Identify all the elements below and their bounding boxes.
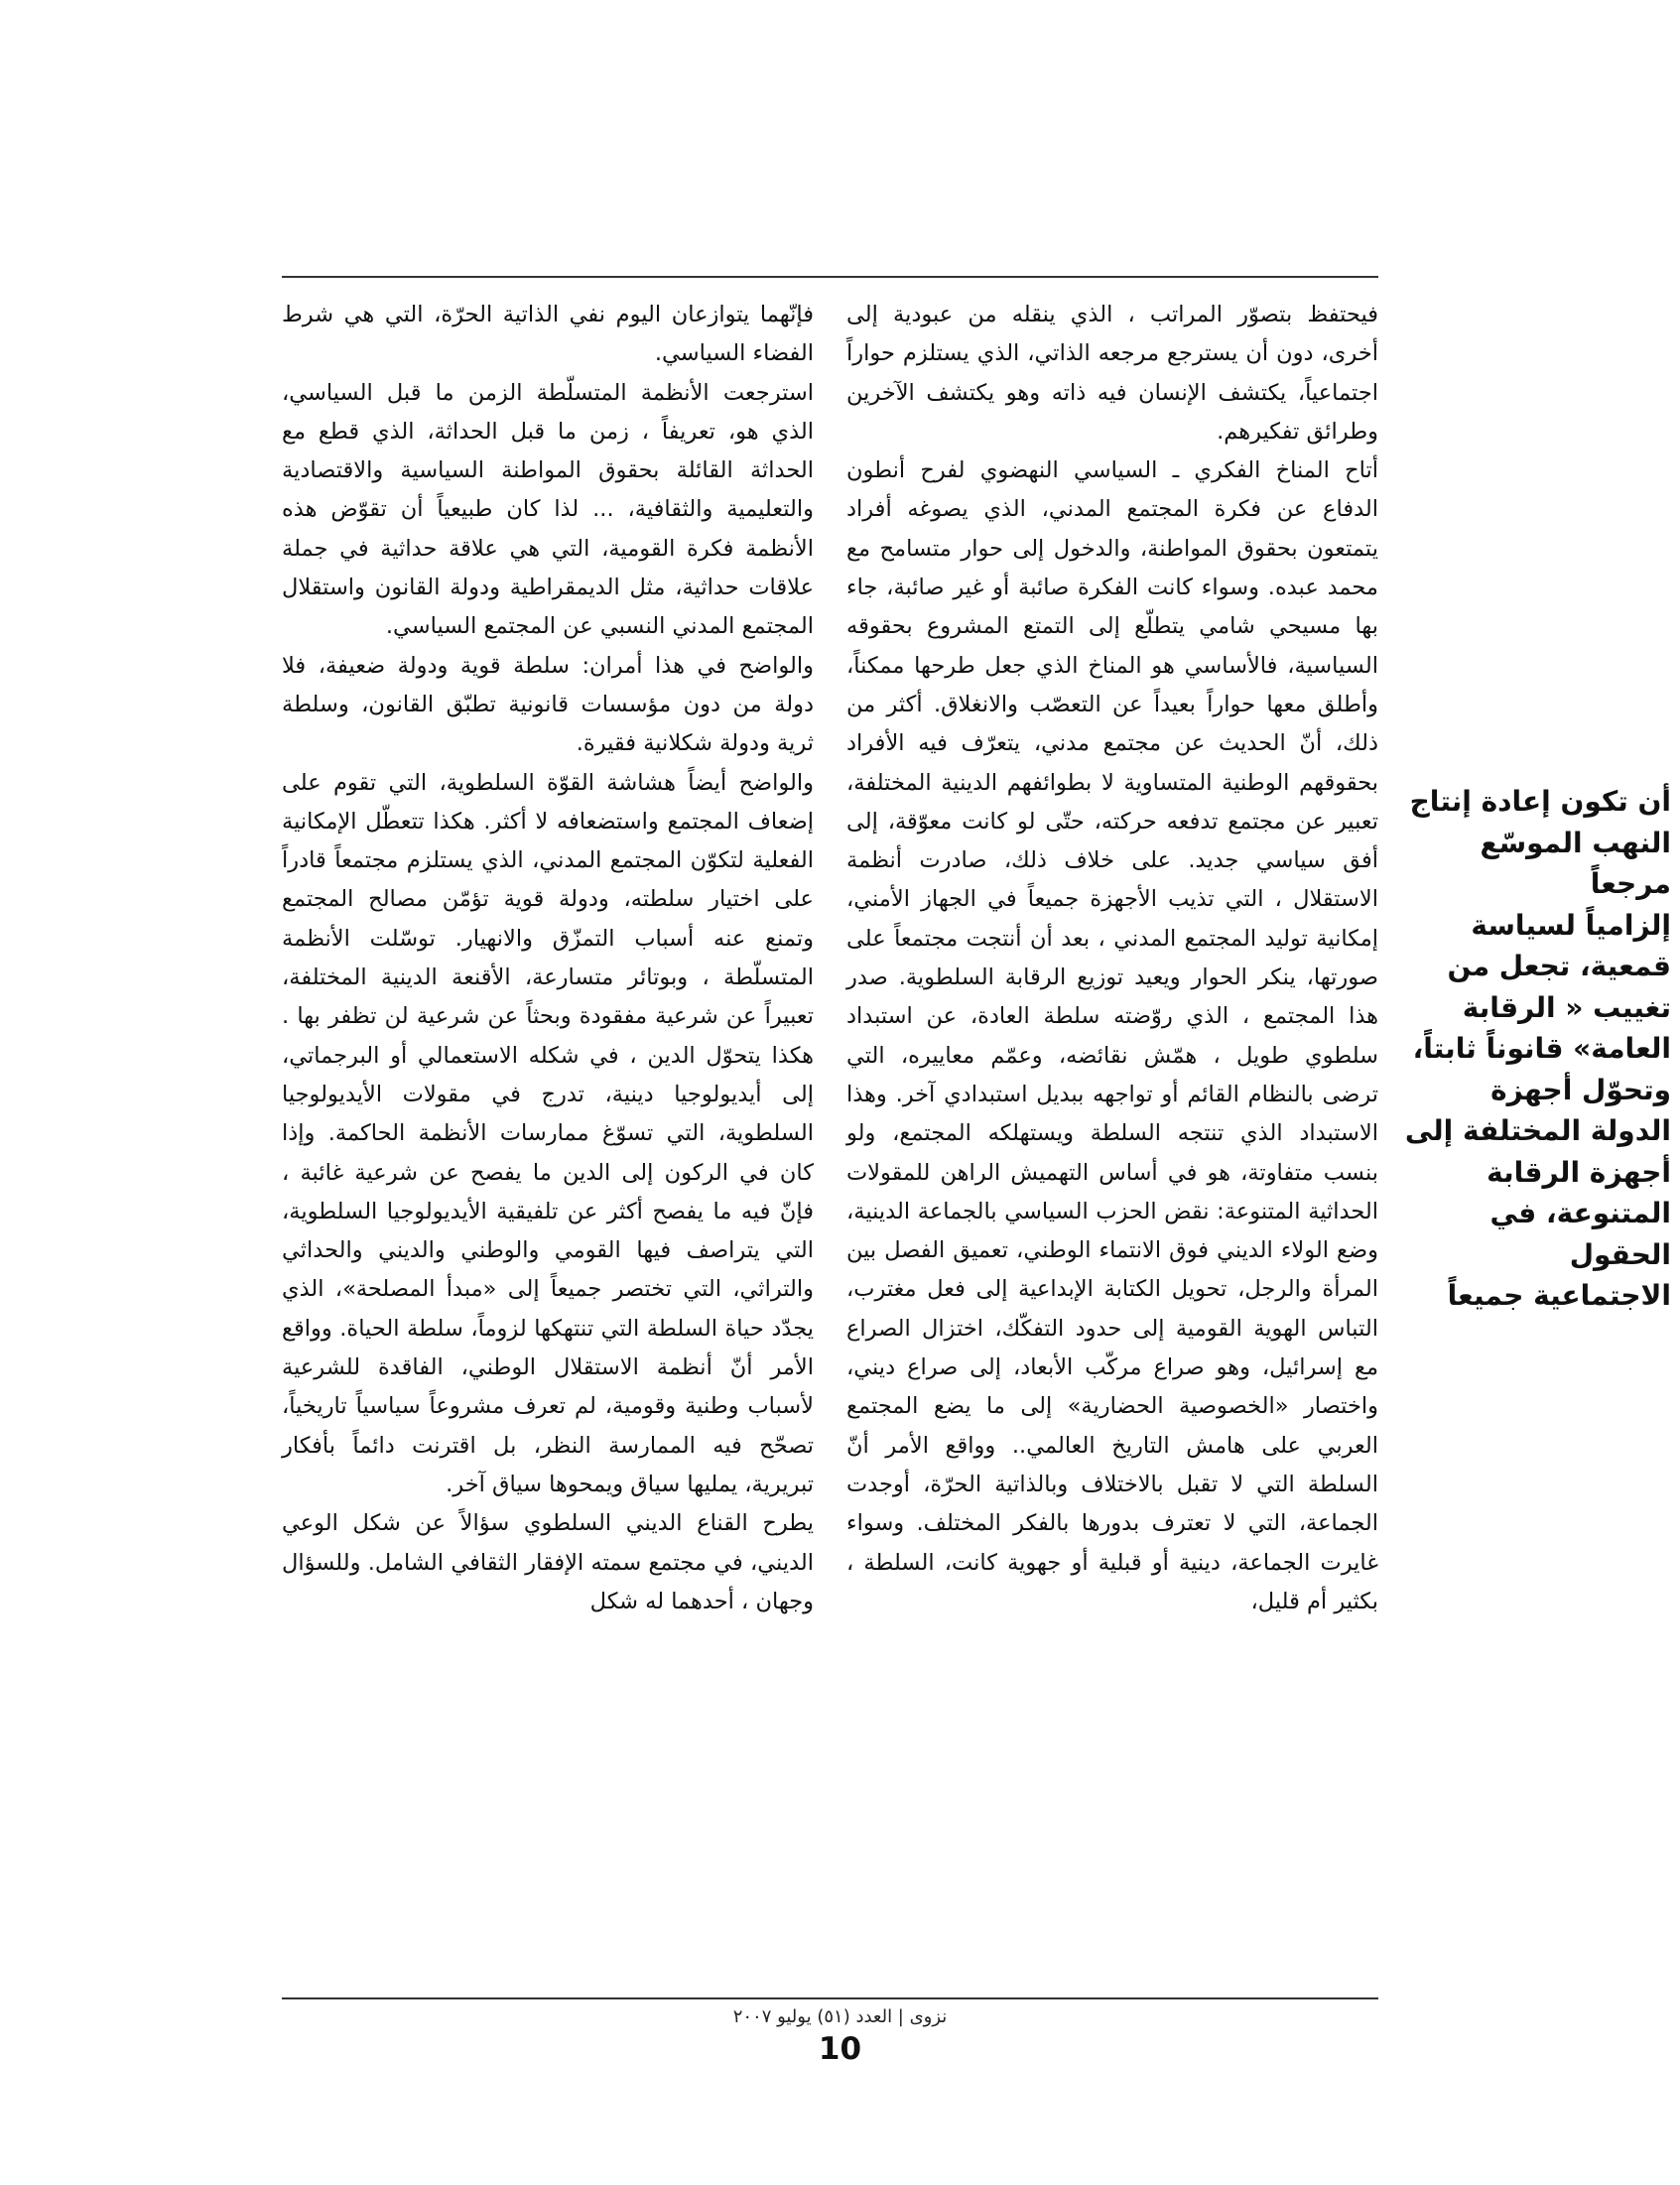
- paragraph: والواضح أيضاً هشاشة القوّة السلطوية، التي تقوم على إضعاف المجتمع واستضعافه لا أكثر. هكذا تتعطّل الإمكانية الفعلية لتكوّن المجتمع المدني، الذي يستلزم مجتمعاً قادراً على اختيار سلطته، ودولة قوية تؤمّن مصالح المجتمع وتمنع عنه أسباب التمزّق والانهيار. توسّلت الأنظمة المتسلّطة ، وبوتائر متسارعة، الأقنعة الدينية المختلفة، تعبيراً عن شرعية مفقودة وبحثاً عن شرعية لن تظفر بها . هكذا يتحوّل الدين ، في شكله الاستعمالي أو البرجماتي، إلى أيديولوجيا دينية، تدرج في مقولات الأيديولوجيا السلطوية، التي تسوّغ ممارسات الأنظمة الحاكمة. وإذا كان في الركون إلى الدين ما يفصح عن شرعية غائبة ، فإنّ فيه ما يفصح أكثر عن تلفيقية الأيديولوجيا السلطوية، التي يتراصف فيها القومي والوطني والديني والحداثي والتراثي، التي تختصر جميعاً إلى «مبدأ المصلحة»، الذي يجدّد حياة السلطة التي تنتهكها لزوماً، سلطة الحياة. وواقع الأمر أنّ أنظمة الاستقلال الوطني، الفاقدة للشرعية لأسباب وطنية وقومية، لم تعرف مشروعاً سياسياً تاريخياً، تصحّح فيه الممارسة النظر، بل اقترنت دائماً بأفكار تبريرية، يمليها سياق ويمحوها سياق آخر.: [282, 769, 814, 1497]
- pull-quote-line: قمعية، تجعل من: [1447, 950, 1671, 982]
- text-column-left: [282, 296, 814, 1621]
- pull-quote-line: وتحوّل أجهزة: [1490, 1073, 1671, 1106]
- pull-quote-line: العامة» قانوناً ثابتاً،: [1412, 1032, 1671, 1065]
- issue-line: نزوى | العدد (٥١) يوليو ٢٠٠٧: [732, 2006, 948, 2027]
- footer: [0, 2006, 1680, 2067]
- page-number: 10: [818, 2031, 862, 2067]
- pull-quote-line: أجهزة الرقابة: [1486, 1155, 1671, 1189]
- pull-quote: [1397, 781, 1671, 1317]
- top-rule: [282, 276, 1378, 278]
- paragraph: والواضح في هذا أمران: سلطة قوية ودولة ضعيفة، فلا دولة من دون مؤسسات قانونية تطبّق القانون، وسلطة ثرية ودولة شكلانية فقيرة.: [282, 652, 814, 757]
- paragraph: أتاح المناخ الفكري ـ السياسي النهضوي لفرح أنطون الدفاع عن فكرة المجتمع المدني، الذي يصوغه أفراد يتمتعون بحقوق المواطنة، والدخول إلى حوار متسامح مع محمد عبده. وسواء كانت الفكرة صائبة أو غير صائبة، جاء بها مسيحي شامي يتطلّع إلى التمتع المشروع بحقوقه السياسية، فالأساسي هو المناخ الذي جعل طرحها ممكناً، وأطلق معها حواراً بعيداً عن التعصّب والانغلاق. أكثر من ذلك، أنّ الحديث عن مجتمع مدني، يتعرّف فيه الأفراد بحقوقهم الوطنية المتساوية لا بطوائفهم الدينية المختلفة، تعبير عن مجتمع تدفعه حركته، حتّى لو كانت معوّقة، إلى أفق سياسي جديد. على خلاف ذلك، صادرت أنظمة الاستقلال ، التي تذيب الأجهزة جميعاً في الجهاز الأمني، إمكانية توليد المجتمع المدني ، بعد أن أنتجت مجتمعاً على صورتها، ينكر الحوار ويعيد توزيع الرقابة السلطوية. صدر هذا المجتمع ، الذي روّضته سلطة العادة، عن استبداد سلطوي طويل ، همّش نقائضه، وعمّم معاييره، التي ترضى بالنظام القائم أو تواجهه ببديل استبدادي آخر. وهذا الاستبداد الذي تنتجه السلطة ويستهلكه المجتمع، ولو بنسب متفاوتة، هو في أساس التهميش الراهن للمقولات الحداثية المتنوعة: نقض الحزب السياسي بالجماعة الدينية، وضع الولاء الديني فوق الانتماء الوطني، تعميق الفصل بين المرأة والرجل، تحويل الكتابة الإبداعية إلى فعل مغترب، التباس الهوية القومية إلى حدود التفكّك، اختزال الصراع مع إسرائيل، وهو صراع مركّب الأبعاد، إلى صراع ديني، واختصار «الخصوصية الحضارية» إلى ما يضع المجتمع العربي على هامش التاريخ العالمي.. وواقع الأمر أنّ السلطة التي لا تقبل بالاختلاف وبالذاتية الحرّة، أوجدت الجماعة، التي لا تعترف بدورها بالفكر المختلف. وسواء غايرت الجماعة، دينية أو قبلية أو جهوية كانت، السلطة ، بكثير أم قليل،: [846, 457, 1378, 1614]
- pull-quote-line: إلزامياً لسياسة: [1471, 908, 1671, 942]
- pull-quote-line: الاجتماعية جميعاً: [1447, 1279, 1671, 1312]
- pull-quote-line: الدولة المختلفة إلى: [1404, 1114, 1671, 1147]
- text-column-right: [846, 296, 1378, 1621]
- paragraph: فيحتفظ بتصوّر المراتب ، الذي ينقله من عبودية إلى أخرى، دون أن يسترجع مرجعه الذاتي، الذي يستلزم حواراً اجتماعياً، يكتشف الإنسان فيه ذاته وهو يكتشف الآخرين وطرائق تفكيرهم.: [846, 302, 1378, 445]
- bottom-rule: [282, 1997, 1378, 1999]
- pull-quote-line: المتنوعة، في الحقول: [1489, 1197, 1671, 1271]
- pull-quote-line: النهب الموسّع مرجعاً: [1480, 826, 1671, 900]
- paragraph: فإنّهما يتوازعان اليوم نفي الذاتية الحرّة، التي هي شرط الفضاء السياسي.: [282, 302, 814, 367]
- paragraph: استرجعت الأنظمة المتسلّطة الزمن ما قبل السياسي، الذي هو، تعريفاً ، زمن ما قبل الحداثة، الذي قطع مع الحداثة القائلة بحقوق المواطنة السياسية والاقتصادية والتعليمية والثقافية، ... لذا كان طبيعياً أن تقوّض هذه الأنظمة فكرة القومية، التي هي علاقة حداثية في جملة علاقات حداثية، مثل الديمقراطية ودولة القانون واستقلال المجتمع المدني النسبي عن المجتمع السياسي.: [282, 379, 814, 640]
- paragraph: يطرح القناع الديني السلطوي سؤالاً عن شكل الوعي الديني، في مجتمع سمته الإفقار الثقافي الشامل. وللسؤال وجهان ، أحدهما له شكل: [282, 1510, 814, 1614]
- pull-quote-line: تغييب « الرقابة: [1462, 990, 1671, 1024]
- pull-quote-line: أن تكون إعادة إنتاج: [1409, 785, 1671, 818]
